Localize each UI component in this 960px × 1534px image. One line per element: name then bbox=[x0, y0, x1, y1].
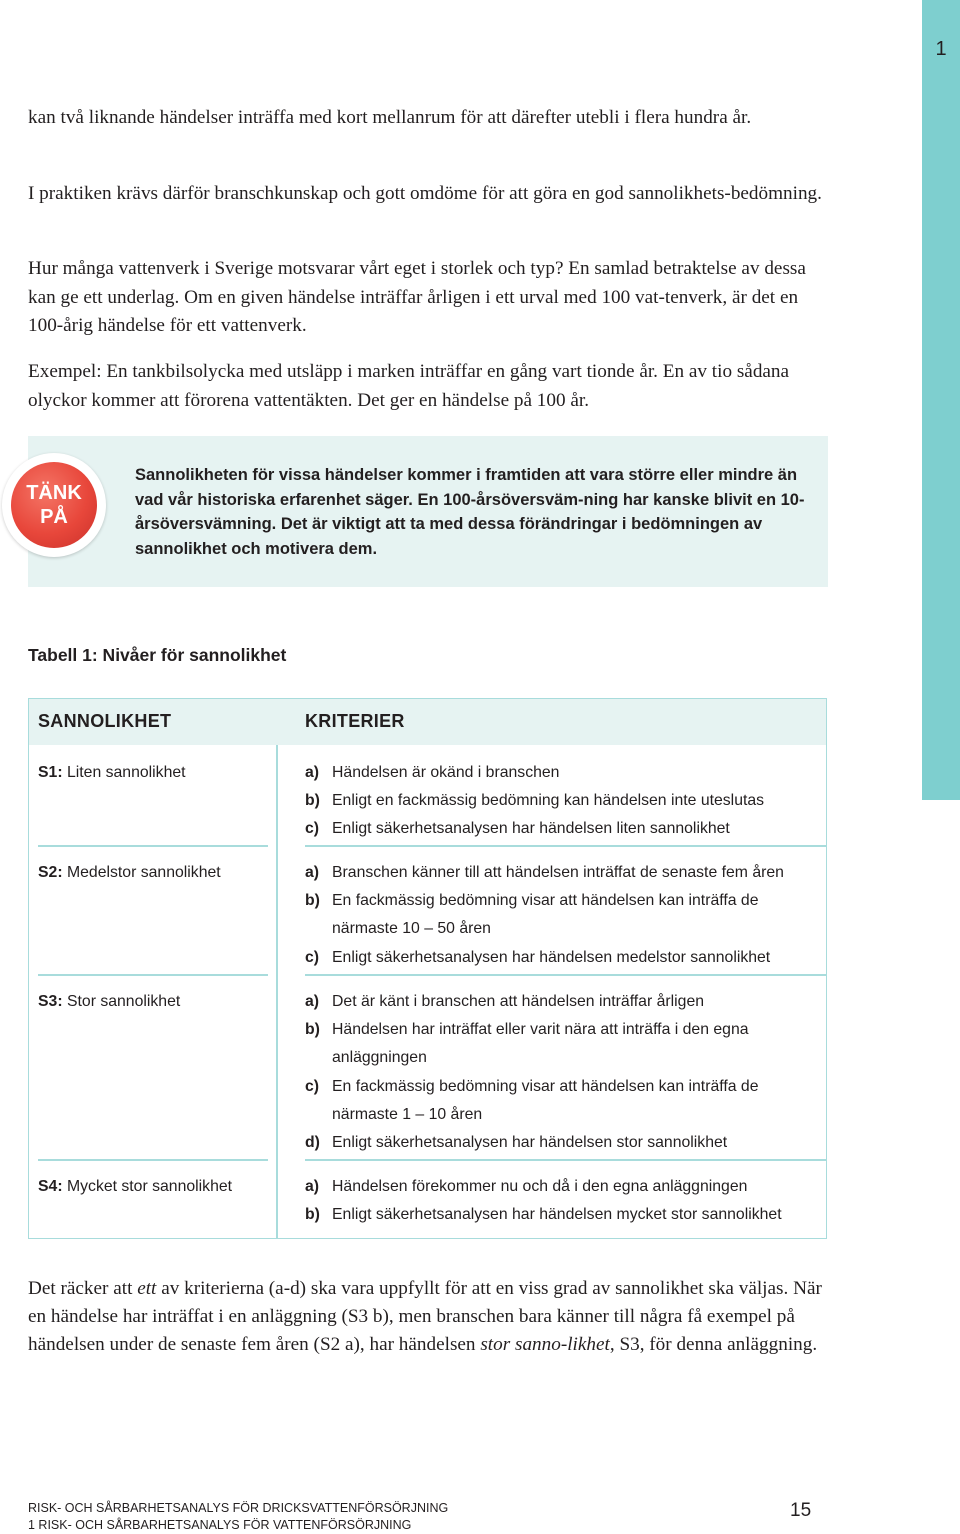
page-number: 15 bbox=[790, 1500, 812, 1521]
criterion-text: Händelsen har inträffat eller varit nära att inträffa i den egna anläggningen bbox=[332, 1021, 749, 1067]
closing-emphasis-1: ett bbox=[137, 1278, 157, 1299]
criterion-letter: c) bbox=[305, 948, 320, 966]
paragraph-1-text: kan två liknande händelser inträffa med kort mellanrum för att därefter utebli i flera hundra år. bbox=[28, 107, 752, 128]
row-separator-left bbox=[38, 974, 268, 976]
criterion-item bbox=[305, 1201, 825, 1229]
criterion-item bbox=[305, 887, 825, 943]
closing-paragraph bbox=[28, 1275, 828, 1360]
criterion-text: Händelsen förekommer nu och då i den egna anläggningen bbox=[332, 1178, 748, 1195]
table-title: Tabell 1: Nivåer för sannolikhet bbox=[28, 645, 287, 665]
footer-line-1: RISK- OCH SÅRBARHETSANALYS FÖR DRICKSVATTENFÖRSÖRJNING bbox=[28, 1501, 449, 1515]
criterion-item bbox=[305, 859, 825, 887]
column-divider bbox=[276, 745, 278, 1238]
chapter-side-tab bbox=[922, 0, 960, 800]
row-label-4 bbox=[38, 1173, 232, 1201]
paragraph-2-text: I praktiken krävs därför branschkunskap och gott omdöme för att göra en god sannolikhets-bedömning. bbox=[28, 183, 822, 204]
closing-part-3: , S3, för denna anläggning. bbox=[609, 1334, 818, 1356]
criteria-list-4 bbox=[305, 1173, 825, 1229]
criterion-text: Enligt en fackmässig bedömning kan händelsen inte uteslutas bbox=[332, 792, 765, 810]
paragraph-1 bbox=[28, 104, 828, 133]
row-separator-right bbox=[305, 974, 826, 976]
criterion-text: Enligt säkerhetsanalysen har händelsen liten sannolikhet bbox=[332, 820, 730, 838]
row-code: S1: bbox=[38, 764, 63, 781]
criterion-text: Enligt säkerhetsanalysen har händelsen medelstor sannolikhet bbox=[332, 948, 771, 966]
paragraph-4-text: Exempel: En tankbilsolycka med utsläpp i marken inträffar en gång vart tionde år. En av tio sådana olyckor kommer att förorena vattentäkten. Det ger en händelse på 100 år. bbox=[28, 361, 790, 411]
criterion-text: Händelsen är okänd i branschen bbox=[332, 764, 560, 781]
criterion-letter: b) bbox=[305, 792, 320, 810]
criterion-letter: b) bbox=[305, 1206, 320, 1224]
row-code: S3: bbox=[38, 993, 63, 1010]
row-label-1 bbox=[38, 759, 186, 787]
chapter-number: 1 bbox=[935, 38, 947, 60]
header-probability: SANNOLIKHET bbox=[38, 711, 172, 731]
criterion-letter: a) bbox=[305, 764, 320, 781]
row-separator-left bbox=[38, 845, 268, 847]
row-label-3 bbox=[38, 988, 180, 1016]
closing-part-2: av kriterierna (a-d) ska vara uppfyllt för att en viss grad av sannolikhet ska väljas. När en händelse har inträffat i en anläggning (S3 b), men branschen bara känner till några få exempel på händelsen under de senaste fem åren (S2 a), har händelsen bbox=[28, 1278, 822, 1356]
criterion-item bbox=[305, 759, 825, 787]
criterion-item bbox=[305, 944, 825, 972]
criterion-text: En fackmässig bedömning visar att händelsen kan inträffa de närmaste 10 – 50 åren bbox=[332, 892, 759, 938]
paragraph-2 bbox=[28, 180, 828, 209]
closing-paragraph-text bbox=[28, 1275, 828, 1360]
row-code: S2: bbox=[38, 864, 63, 881]
row-separator-left bbox=[38, 1159, 268, 1161]
criteria-list-2 bbox=[305, 859, 825, 972]
think-badge bbox=[11, 462, 97, 548]
paragraph-3-text: Hur många vattenverk i Sverige motsvarar vårt eget i storlek och typ? En samlad betraktelse av dessa kan ge ett underlag. Om en given händelse inträffar årligen i ett urval med 100 vat-tenverk, är det en 100-årig händelse för ett vattenverk. bbox=[28, 258, 806, 336]
criterion-letter: a) bbox=[305, 993, 320, 1010]
closing-emphasis-2: stor sanno-likhet bbox=[480, 1334, 610, 1356]
paragraph-3 bbox=[28, 255, 828, 341]
row-code: S4: bbox=[38, 1178, 63, 1195]
criterion-letter: b) bbox=[305, 1021, 320, 1039]
criterion-item bbox=[305, 1173, 825, 1201]
header-criteria: KRITERIER bbox=[305, 711, 405, 731]
criterion-text: Branschen känner till att händelsen inträffat de senaste fem åren bbox=[332, 864, 784, 881]
row-label-text: Medelstor sannolikhet bbox=[62, 864, 221, 881]
criterion-item bbox=[305, 787, 825, 815]
criterion-letter: c) bbox=[305, 1077, 320, 1095]
row-label-2 bbox=[38, 859, 221, 887]
criterion-text: Det är känt i branschen att händelsen inträffar årligen bbox=[332, 993, 705, 1010]
criterion-letter: c) bbox=[305, 820, 320, 838]
criterion-text: Enligt säkerhetsanalysen har händelsen stor sannolikhet bbox=[332, 1134, 728, 1152]
row-separator-right bbox=[305, 845, 826, 847]
criterion-letter: a) bbox=[305, 864, 320, 881]
paragraph-4 bbox=[28, 358, 828, 415]
criteria-list-1 bbox=[305, 759, 825, 844]
think-badge-line2: PÅ bbox=[40, 506, 68, 528]
criterion-letter: a) bbox=[305, 1178, 320, 1195]
closing-part-1: Det räcker att bbox=[28, 1278, 138, 1299]
criterion-text: En fackmässig bedömning visar att händelsen kan inträffa de närmaste 1 – 10 åren bbox=[332, 1077, 759, 1123]
think-badge-line1: TÄNK bbox=[26, 482, 82, 504]
criterion-item bbox=[305, 1073, 825, 1129]
row-label-text: Mycket stor sannolikhet bbox=[62, 1178, 233, 1195]
criterion-item bbox=[305, 1129, 825, 1157]
row-label-text: Stor sannolikhet bbox=[62, 993, 181, 1010]
criterion-item bbox=[305, 988, 825, 1016]
footer bbox=[28, 1500, 828, 1534]
criterion-item bbox=[305, 815, 825, 843]
criterion-letter: b) bbox=[305, 892, 320, 910]
criterion-letter: d) bbox=[305, 1134, 320, 1152]
table-header bbox=[29, 699, 826, 745]
criterion-text: Enligt säkerhetsanalysen har händelsen mycket stor sannolikhet bbox=[332, 1206, 782, 1224]
probability-table bbox=[28, 698, 827, 1239]
row-separator-right bbox=[305, 1159, 826, 1161]
criteria-list-3 bbox=[305, 988, 825, 1157]
row-label-text: Liten sannolikhet bbox=[62, 764, 186, 781]
criterion-item bbox=[305, 1016, 825, 1072]
footer-line-2: 1 RISK- OCH SÅRBARHETSANALYS FÖR VATTENFÖRSÖRJNING bbox=[28, 1518, 412, 1532]
think-box-text: Sannolikheten för vissa händelser kommer i framtiden att vara större eller mindre än vad vår historiska erfarenhet säger. En 100-årsöversväm-ning har kanske blivit en 10-årsöversvämning. Det är viktigt att ta med dessa förändringar i bedömningen av sannolikhet och motivera dem. bbox=[135, 466, 805, 558]
